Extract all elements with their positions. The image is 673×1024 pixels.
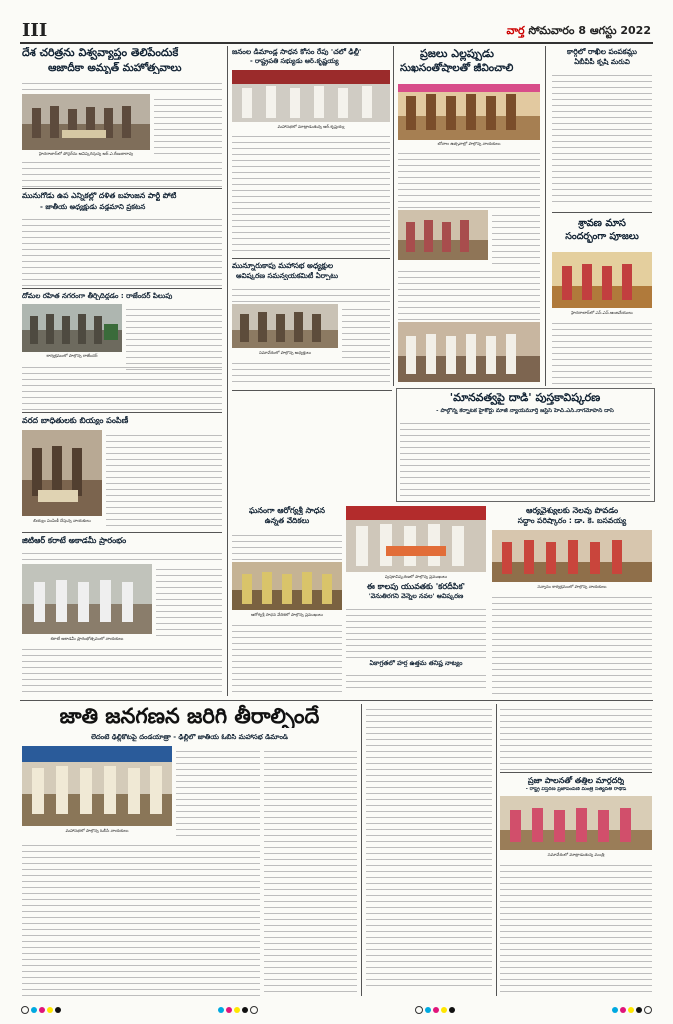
col-sep-2	[393, 46, 394, 386]
headline-a13: ఈ కాలపు యువతకు 'కరదీపిక'	[366, 582, 466, 591]
divider-mid	[232, 390, 392, 391]
reg-mark	[20, 1000, 62, 1019]
body-a11	[22, 548, 222, 562]
subhead-a14: సద్దాం పరిష్కారం : డా. కె. బసవయ్య	[517, 517, 627, 525]
photo-a2	[232, 70, 390, 122]
divider-c4-1	[552, 212, 652, 213]
photo-a7	[22, 304, 122, 352]
body-a8	[232, 284, 390, 302]
caption-a8: సమావేశంలో పాల్గొన్న అధ్యక్షులు	[258, 350, 312, 355]
subhead-a16: లేదంటే ఢిల్లీకోటపై దండయాత్రా - ఢిల్లీలో జాతీయ ఓబీసి మహాసభ డిమాండ్	[91, 734, 288, 741]
photo-a12	[232, 562, 342, 610]
caption-a13: పుస్తకావిష్కరణలో పాల్గొన్న ప్రముఖులు	[384, 574, 448, 579]
paper-name: వార్త	[506, 24, 525, 37]
body-a14b	[500, 704, 652, 770]
headline-a12: ఘనంగా ఆరోగ్యశ్రీ సాధన	[248, 506, 326, 515]
subhead-a3: సుఖసంతోషాలతో జీవించాలి	[400, 62, 514, 74]
body-a16c	[22, 840, 260, 996]
body-a2	[232, 131, 390, 255]
caption-a16: మహాసభలో పాల్గొన్న ఓబీసి నాయకులు	[65, 828, 129, 833]
page-number: III	[22, 20, 48, 41]
photo-a3b	[398, 210, 488, 260]
headline-a7: దోమల రహిత నగరంగా తీర్చిదిద్దడం : రాజేందర్ పిలుపు	[22, 292, 173, 300]
caption-a10: బియ్యం పంపిణీ చేస్తున్న నాయకులు	[33, 518, 91, 523]
body-a14	[492, 592, 652, 694]
divider-bottom	[20, 700, 653, 701]
photo-a16	[22, 746, 172, 826]
subhead-a13: 'వెనుతిరగని వెన్నెల నవల' ఆవిష్కరణ	[368, 593, 464, 600]
body-a11c	[22, 644, 222, 692]
headline-a16: జాతి జనగణన జరిగి తీరాల్సిందే	[59, 704, 320, 728]
subhead-a2: - రాష్ట్రపతి సభ్యుడు ఆర్.కృష్ణయ్య	[250, 58, 339, 65]
reg-mark	[611, 1000, 653, 1019]
body-a1b	[154, 94, 222, 154]
divider-bottom-right	[500, 772, 652, 773]
divider-c1-2	[22, 288, 222, 289]
caption-a6: హైదరాబాద్‌లో ఎస్.ఎన్.ఆంజనేయులు	[571, 310, 633, 315]
body-a16	[176, 746, 260, 836]
headline-a9: 'మానవత్వపై దాడి' పుస్తకావిష్కరణ	[449, 392, 601, 404]
body-a3b	[492, 210, 540, 264]
photo-a10	[22, 430, 102, 516]
body-a8b	[342, 304, 390, 364]
headline-a15: ఏకాగ్రతలో హర్ష ఉత్తమ తనిష్ట నాట్యం	[369, 660, 463, 667]
photo-a17	[500, 796, 652, 850]
body-a3	[398, 148, 540, 208]
photo-a8	[232, 304, 338, 348]
body-bottom-mid	[366, 704, 492, 996]
photo-a6	[552, 252, 652, 308]
col-sep-1	[227, 46, 228, 696]
subhead-a6: సందర్భంగా పూజలు	[565, 232, 639, 242]
headline-a3: ప్రజలు ఎల్లప్పుడు	[420, 48, 494, 60]
divider-c1-4	[22, 532, 222, 533]
subhead-a12: ఉన్నత వేదికలు	[264, 517, 310, 525]
divider-c1-3	[22, 412, 222, 413]
masthead-date: సోమవారం 8 ఆగస్టు 2022	[528, 24, 651, 37]
body-a10	[106, 430, 222, 526]
body-a12	[232, 530, 342, 560]
caption-a7: కార్యక్రమంలో పాల్గొన్న రాజేందర్	[46, 353, 98, 358]
body-a7b	[22, 362, 222, 410]
body-a11b	[156, 564, 222, 636]
photo-a1	[22, 94, 150, 150]
print-registration-strip	[20, 1004, 653, 1014]
body-a9	[400, 418, 650, 496]
subhead-a17: - రాష్ట్ర విస్తరణ ప్రజాపంపిణి మంత్రి సత్యవతి రాథోడ్	[525, 787, 627, 792]
caption-a11: కరాటే అకాడమీ ప్రారంభోత్సవంలో నాయకులు	[50, 636, 124, 641]
photo-a13	[346, 506, 486, 572]
caption-a12: ఆరోగ్యశ్రీ సాధన వేదికలో పాల్గొన్న ప్రముఖులు	[251, 612, 323, 617]
date-line	[506, 24, 651, 40]
col-sep-bottom-2	[496, 704, 497, 996]
headline-a10: వరద బాధితులకు బియ్యం పంపిణీ	[22, 416, 129, 425]
headline-a6: శ్రావణ మాస	[578, 218, 626, 229]
body-a1c	[22, 157, 222, 187]
headline-a1: దేశ చరిత్రను విశ్వవ్యాప్తం తెలిపేందుకే	[22, 47, 179, 59]
headline-a11: జిటిఆర్ కరాటే అకాడమీ ప్రారంభం	[22, 536, 127, 545]
caption-a14: సన్మానం కార్యక్రమంలో పాల్గొన్న నాయకులు	[537, 584, 607, 589]
headline-a2: జనంల డిమాండ్ల సాధన కోసం రేపు 'చలో ఢిల్లీ'	[232, 48, 362, 56]
col-sep-3	[545, 46, 546, 386]
body-a6	[552, 318, 652, 384]
subhead-a5: - జాతీయ అధ్యక్షుడు వడ్డమాని ప్రకటన	[40, 203, 146, 211]
subhead-a8: ఆవిష్కరణ సమన్వయకమిటీ ఏర్పాటు	[236, 272, 339, 280]
body-a5	[22, 214, 222, 286]
photo-a3c	[398, 322, 540, 382]
photo-a14	[492, 530, 652, 582]
caption-a3: బోనాల ఉత్సవాల్లో పాల్గొన్న నాయకులు	[437, 141, 501, 146]
caption-a1: హైదరాబాద్‌లో పోస్టర్‌ను ఆవిష్కరిస్తున్న ఆర్.ఎ.రేణుకారావు	[38, 151, 134, 156]
headline-a4: కార్గిలో రాఖీల పంపకమ్లు	[567, 48, 637, 56]
body-a7	[126, 304, 222, 370]
body-a15	[346, 670, 486, 694]
subhead-a9: - పాల్గొన్న కర్నాటక హైకోర్టు మాజీ న్యాయమూర్తి జస్టిస్ హెచ్.ఎన్.నాగమోహన్ దాస్	[436, 408, 614, 414]
photo-a3	[398, 84, 540, 140]
masthead-rule	[20, 42, 653, 44]
body-a13	[346, 604, 486, 658]
headline-a14: ఆర్యవైశ్యులకు నెలవు పొవడం	[525, 506, 619, 515]
body-a4	[552, 70, 652, 208]
body-a12b	[232, 620, 342, 694]
divider-c1-1	[22, 188, 222, 189]
body-a3c	[398, 266, 540, 320]
caption-a2: మహాసభలో మాట్లాడుతున్న ఆర్.కృష్ణయ్య	[277, 124, 345, 129]
body-a17	[500, 860, 652, 996]
headline-a17: ప్రజా పాలనతో తత్తిల మార్గదర్శి	[527, 776, 625, 785]
col-sep-bottom	[361, 704, 362, 996]
reg-mark	[414, 1000, 456, 1019]
headline-a5: మునుగోడు ఉప ఎన్నికల్లో దళిత బహుజన పార్టీ పోటీ	[22, 192, 177, 200]
divider-c2-1	[232, 258, 390, 259]
body-a8c	[232, 358, 390, 386]
photo-a11	[22, 564, 152, 634]
reg-mark	[217, 1000, 259, 1019]
body-a16b	[264, 746, 357, 996]
subhead-a4: ఏబీవీపీ కృషి మరువి	[574, 58, 630, 66]
headline-a8: మున్నూరుకాపు మహాసభ అధ్యక్షుల	[232, 262, 334, 270]
caption-a17: సమావేశంలో మాట్లాడుతున్న మంత్రి	[547, 852, 605, 857]
body-a1	[22, 78, 222, 92]
subhead-a1: ఆజాదీకా అమృత్ మహోత్సవాలు	[48, 62, 182, 74]
